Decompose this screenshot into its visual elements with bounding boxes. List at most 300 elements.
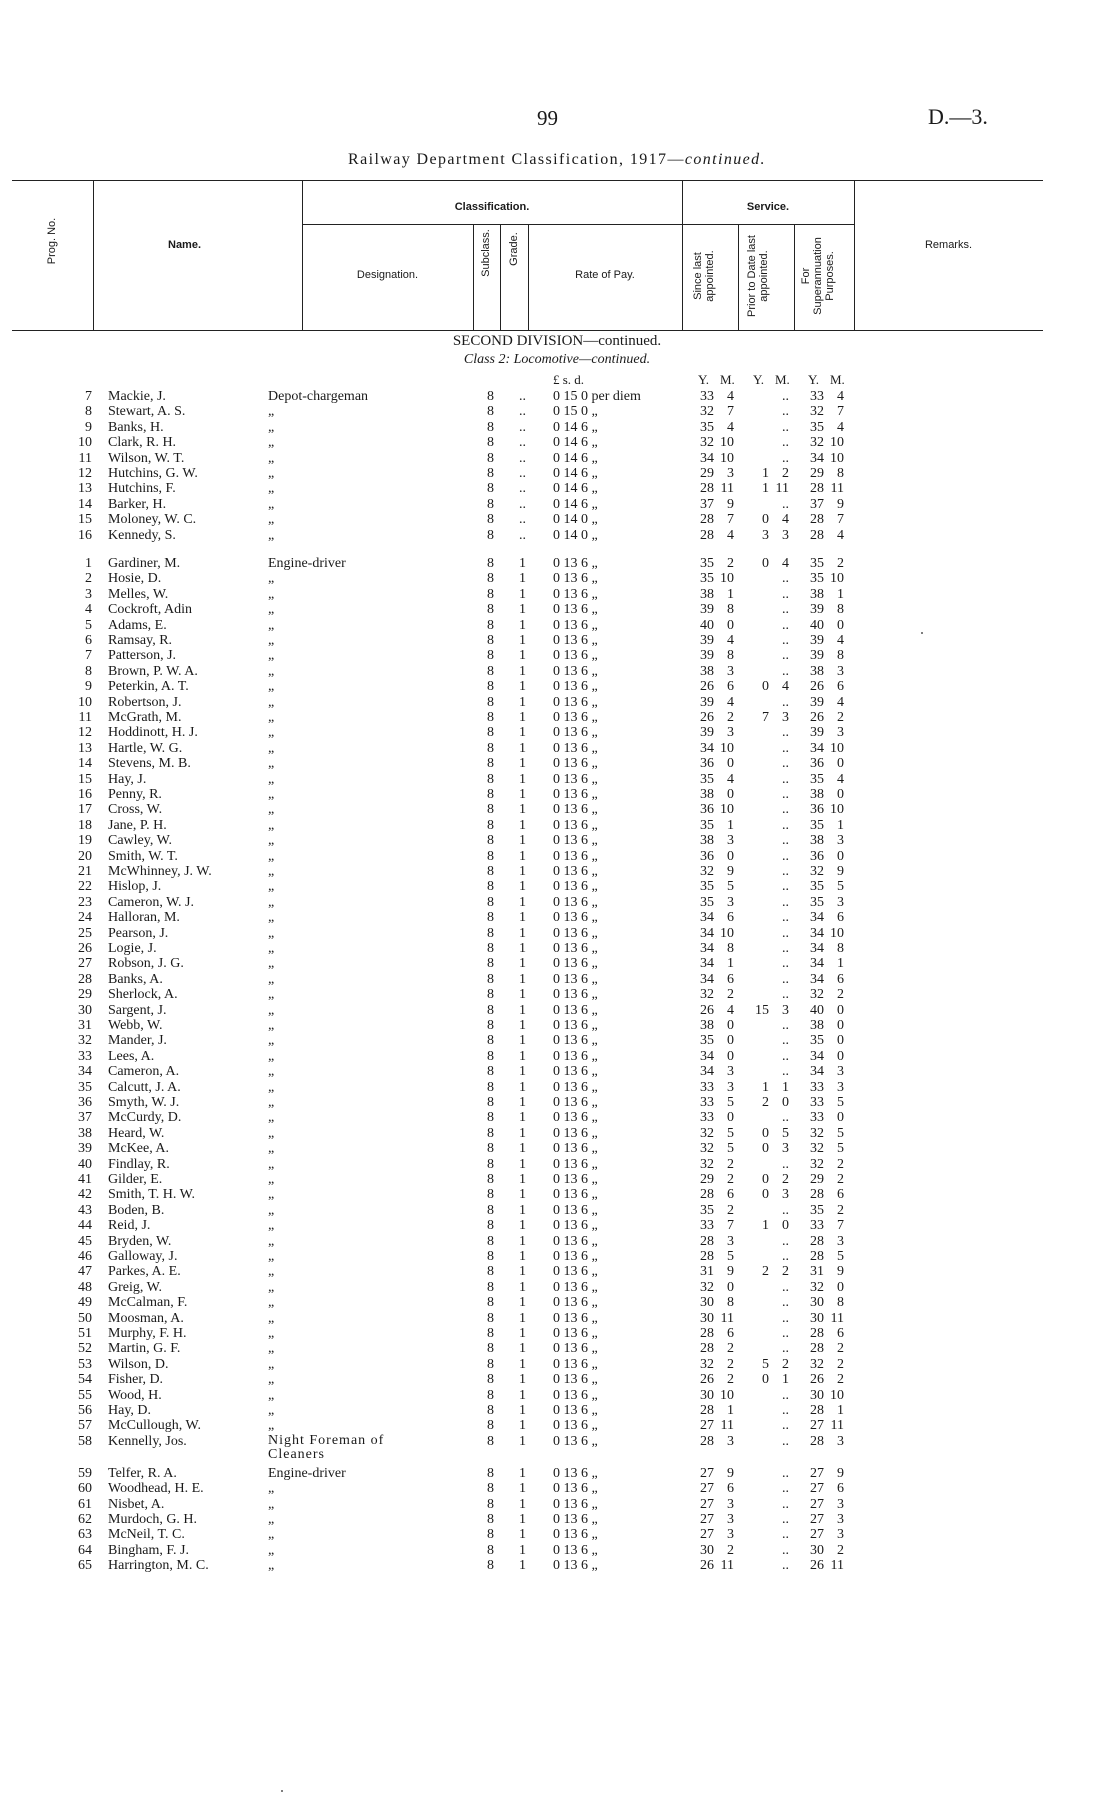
cell-super-years: 27 bbox=[810, 1512, 824, 1527]
cell-subclass: 8 bbox=[487, 512, 494, 528]
cell-grade: 1 bbox=[519, 848, 526, 864]
cell-since-months: 8 bbox=[727, 648, 734, 664]
cell-rate-of-pay: 0 13 6 „ bbox=[553, 987, 598, 1003]
cell-rate-of-pay: 0 13 6 „ bbox=[553, 787, 598, 802]
cell-subclass: 8 bbox=[487, 1481, 494, 1497]
cell-super-months: 5 bbox=[837, 1249, 844, 1264]
cell-since-years: 32 bbox=[700, 1356, 714, 1372]
cell-super-years: 32 bbox=[810, 987, 824, 1003]
cell-designation: „ bbox=[268, 1202, 275, 1218]
table-row bbox=[0, 725, 1114, 740]
cell-prior-months: .. bbox=[782, 586, 789, 602]
table-row bbox=[0, 879, 1114, 894]
cell-since-months: 4 bbox=[727, 694, 734, 710]
cell-prog-no: 65 bbox=[78, 1558, 92, 1574]
cell-prior-months: .. bbox=[782, 864, 789, 879]
cell-subclass: 8 bbox=[487, 450, 494, 466]
cell-name: Gardiner, M. bbox=[108, 556, 181, 571]
cell-subclass: 8 bbox=[487, 1512, 494, 1527]
cell-super-months: 0 bbox=[837, 787, 844, 802]
cell-since-years: 35 bbox=[700, 879, 714, 895]
cell-since-months: 3 bbox=[727, 1233, 734, 1249]
cell-since-years: 30 bbox=[700, 1310, 714, 1326]
cell-since-months: 0 bbox=[727, 1110, 734, 1126]
cell-prog-no: 55 bbox=[78, 1387, 92, 1403]
cell-designation: „ bbox=[268, 1403, 275, 1418]
cell-super-months: 2 bbox=[837, 1156, 844, 1172]
cell-prog-no: 20 bbox=[78, 848, 92, 864]
cell-grade: 1 bbox=[519, 1356, 526, 1372]
cell-grade: 1 bbox=[519, 602, 526, 618]
cell-designation: „ bbox=[268, 404, 275, 420]
cell-since-months: 0 bbox=[727, 1279, 734, 1295]
cell-name: McCurdy, D. bbox=[108, 1110, 182, 1126]
cell-subclass: 8 bbox=[487, 1341, 494, 1357]
cell-rate-of-pay: 0 13 6 „ bbox=[553, 1033, 598, 1049]
cell-since-months: 9 bbox=[727, 496, 734, 512]
cell-designation: „ bbox=[268, 971, 275, 987]
cell-prog-no: 19 bbox=[78, 833, 92, 849]
cell-super-years: 33 bbox=[810, 1079, 824, 1095]
cell-grade: 1 bbox=[519, 1481, 526, 1497]
cell-prior-months: .. bbox=[782, 1481, 789, 1497]
cell-super-years: 39 bbox=[810, 648, 824, 664]
cell-super-years: 31 bbox=[810, 1264, 824, 1280]
cell-grade: 1 bbox=[519, 864, 526, 879]
cell-subclass: 8 bbox=[487, 956, 494, 972]
cell-super-months: 10 bbox=[830, 802, 844, 818]
table-header bbox=[12, 180, 1043, 331]
since-year-unit: Y. bbox=[698, 372, 709, 387]
cell-subclass: 8 bbox=[487, 925, 494, 941]
cell-prior-months: .. bbox=[782, 848, 789, 864]
cell-designation: „ bbox=[268, 1218, 275, 1234]
cell-prior-months: .. bbox=[782, 1064, 789, 1080]
cell-subclass: 8 bbox=[487, 1433, 494, 1449]
cell-rate-of-pay: 0 13 6 „ bbox=[553, 910, 598, 926]
cell-prog-no: 22 bbox=[78, 879, 92, 895]
cell-since-years: 27 bbox=[700, 1481, 714, 1497]
cell-prior-months: .. bbox=[782, 971, 789, 987]
table-row bbox=[0, 1033, 1114, 1048]
cell-subclass: 8 bbox=[487, 1356, 494, 1372]
cell-designation: „ bbox=[268, 1187, 275, 1203]
cell-super-months: 0 bbox=[837, 1110, 844, 1126]
table-row bbox=[0, 1064, 1114, 1079]
cell-since-years: 34 bbox=[700, 740, 714, 756]
cell-prior-months: .. bbox=[782, 756, 789, 772]
page-title bbox=[0, 151, 1114, 169]
cell-designation: „ bbox=[268, 571, 275, 587]
cell-super-years: 27 bbox=[810, 1418, 824, 1434]
cell-subclass: 8 bbox=[487, 1403, 494, 1418]
cell-designation: „ bbox=[268, 450, 275, 466]
cell-subclass: 8 bbox=[487, 466, 494, 481]
table-row bbox=[0, 1249, 1114, 1264]
cell-super-months: 3 bbox=[837, 1512, 844, 1527]
cell-since-years: 38 bbox=[700, 586, 714, 602]
cell-rate-of-pay: 0 13 6 „ bbox=[553, 1295, 598, 1311]
cell-super-months: 2 bbox=[837, 1202, 844, 1218]
cell-super-years: 32 bbox=[810, 1279, 824, 1295]
cell-name: Stewart, A. S. bbox=[108, 404, 186, 420]
cell-rate-of-pay: 0 13 6 „ bbox=[553, 1326, 598, 1341]
cell-prior-years: 1 bbox=[762, 1079, 769, 1095]
cell-prior-years: 2 bbox=[762, 1095, 769, 1110]
cell-name: Martin, G. F. bbox=[108, 1341, 181, 1357]
cell-rate-of-pay: 0 13 6 „ bbox=[553, 1233, 598, 1249]
cell-since-months: 5 bbox=[727, 1141, 734, 1157]
cell-super-years: 27 bbox=[810, 1465, 824, 1481]
cell-prog-no: 6 bbox=[85, 633, 92, 648]
cell-name: Cawley, W. bbox=[108, 833, 173, 849]
cell-name: Banks, H. bbox=[108, 419, 164, 435]
cell-super-years: 30 bbox=[810, 1310, 824, 1326]
cell-since-months: 2 bbox=[727, 556, 734, 571]
title-main: Railway Department Classification, 1917— bbox=[348, 151, 685, 168]
table-row bbox=[0, 1466, 1114, 1481]
cell-since-months: 0 bbox=[727, 787, 734, 802]
cell-prior-years: 0 bbox=[762, 512, 769, 528]
cell-grade: 1 bbox=[519, 1125, 526, 1141]
cell-super-months: 3 bbox=[837, 1233, 844, 1249]
cell-grade: 1 bbox=[519, 833, 526, 849]
cell-rate-of-pay: 0 14 6 „ bbox=[553, 466, 598, 481]
cell-since-years: 40 bbox=[700, 617, 714, 633]
table-row bbox=[0, 910, 1114, 925]
cell-designation: „ bbox=[268, 787, 275, 802]
cell-rate-of-pay: 0 13 6 „ bbox=[553, 1095, 598, 1110]
cell-since-months: 11 bbox=[720, 1418, 734, 1434]
cell-since-years: 28 bbox=[700, 1403, 714, 1418]
cell-since-months: 7 bbox=[727, 404, 734, 420]
cell-prog-no: 23 bbox=[78, 894, 92, 910]
cell-rate-of-pay: 0 13 6 „ bbox=[553, 1279, 598, 1295]
cell-designation: „ bbox=[268, 1372, 275, 1388]
cell-rate-of-pay: 0 13 6 „ bbox=[553, 1403, 598, 1418]
table-row bbox=[0, 1264, 1114, 1279]
cell-since-months: 10 bbox=[720, 802, 734, 818]
cell-name: Heard, W. bbox=[108, 1125, 165, 1141]
cell-prog-no: 2 bbox=[85, 571, 92, 587]
cell-prog-no: 47 bbox=[78, 1264, 92, 1280]
cell-since-years: 34 bbox=[700, 1064, 714, 1080]
cell-grade: 1 bbox=[519, 1310, 526, 1326]
cell-super-months: 3 bbox=[837, 1079, 844, 1095]
cell-designation: „ bbox=[268, 679, 275, 695]
cell-since-years: 33 bbox=[700, 1218, 714, 1234]
cell-subclass: 8 bbox=[487, 971, 494, 987]
cell-super-months: 6 bbox=[837, 1481, 844, 1497]
cell-super-months: 3 bbox=[837, 833, 844, 849]
cell-super-years: 34 bbox=[810, 971, 824, 987]
cell-prior-years: 0 bbox=[762, 1372, 769, 1388]
cell-grade: 1 bbox=[519, 710, 526, 725]
cell-since-months: 3 bbox=[727, 1496, 734, 1512]
table-row bbox=[0, 1172, 1114, 1187]
cell-prior-months: 11 bbox=[775, 481, 789, 497]
cell-name: Barker, H. bbox=[108, 496, 167, 512]
cell-prog-no: 42 bbox=[78, 1187, 92, 1203]
cell-designation: „ bbox=[268, 1264, 275, 1280]
cell-super-months: 10 bbox=[830, 450, 844, 466]
cell-grade: .. bbox=[519, 466, 526, 481]
cell-grade: 1 bbox=[519, 802, 526, 818]
cell-since-years: 33 bbox=[700, 1110, 714, 1126]
table-row bbox=[0, 1558, 1114, 1573]
cell-designation: „ bbox=[268, 1418, 275, 1434]
table-row bbox=[0, 1203, 1114, 1218]
cell-since-months: 1 bbox=[727, 817, 734, 833]
cell-super-years: 33 bbox=[810, 1095, 824, 1110]
cell-super-months: 5 bbox=[837, 1125, 844, 1141]
cell-name: Halloran, M. bbox=[108, 910, 180, 926]
cell-since-months: 2 bbox=[727, 1341, 734, 1357]
cell-prior-years: 2 bbox=[762, 1264, 769, 1280]
cell-super-years: 38 bbox=[810, 586, 824, 602]
cell-prior-months: 0 bbox=[782, 1095, 789, 1110]
cell-subclass: 8 bbox=[487, 1418, 494, 1434]
cell-designation: „ bbox=[268, 435, 275, 451]
cell-grade: 1 bbox=[519, 1496, 526, 1512]
cell-designation: „ bbox=[268, 740, 275, 756]
cell-super-months: 10 bbox=[830, 1387, 844, 1403]
cell-subclass: 8 bbox=[487, 756, 494, 772]
cell-grade: 1 bbox=[519, 771, 526, 787]
cell-name: Parkes, A. E. bbox=[108, 1264, 181, 1280]
cell-super-years: 28 bbox=[810, 512, 824, 528]
cell-rate-of-pay: 0 13 6 „ bbox=[553, 1048, 598, 1064]
cell-rate-of-pay: 0 13 6 „ bbox=[553, 1079, 598, 1095]
cell-rate-of-pay: 0 13 6 „ bbox=[553, 848, 598, 864]
cell-prior-months: .. bbox=[782, 987, 789, 1003]
cell-subclass: 8 bbox=[487, 1279, 494, 1295]
cell-subclass: 8 bbox=[487, 633, 494, 648]
cell-prior-months: .. bbox=[782, 450, 789, 466]
cell-prior-months: 1 bbox=[782, 1372, 789, 1388]
cell-since-years: 36 bbox=[700, 756, 714, 772]
cell-subclass: 8 bbox=[487, 802, 494, 818]
cell-super-months: 5 bbox=[837, 1141, 844, 1157]
table-row bbox=[0, 404, 1114, 419]
cell-rate-of-pay: 0 13 6 „ bbox=[553, 1002, 598, 1018]
cell-since-months: 3 bbox=[727, 466, 734, 481]
cell-super-months: 0 bbox=[837, 1048, 844, 1064]
table-row bbox=[0, 1403, 1114, 1418]
cell-subclass: 8 bbox=[487, 864, 494, 879]
cell-super-years: 32 bbox=[810, 1125, 824, 1141]
table-row bbox=[0, 710, 1114, 725]
cell-prog-no: 45 bbox=[78, 1233, 92, 1249]
cell-since-months: 6 bbox=[727, 679, 734, 695]
cell-grade: 1 bbox=[519, 817, 526, 833]
cell-super-years: 37 bbox=[810, 496, 824, 512]
cell-prog-no: 8 bbox=[85, 663, 92, 679]
cell-super-years: 26 bbox=[810, 679, 824, 695]
cell-super-years: 29 bbox=[810, 466, 824, 481]
cell-prior-months: .. bbox=[782, 725, 789, 741]
cell-name: Melles, W. bbox=[108, 586, 169, 602]
table-row bbox=[0, 587, 1114, 602]
cell-rate-of-pay: 0 13 6 „ bbox=[553, 1156, 598, 1172]
cell-name: Smith, W. T. bbox=[108, 848, 178, 864]
cell-prior-years: 1 bbox=[762, 466, 769, 481]
table-row bbox=[0, 1126, 1114, 1141]
cell-since-years: 27 bbox=[700, 1496, 714, 1512]
cell-grade: 1 bbox=[519, 1341, 526, 1357]
cell-prior-months: 4 bbox=[782, 556, 789, 571]
cell-grade: .. bbox=[519, 527, 526, 543]
cell-name: Wood, H. bbox=[108, 1387, 162, 1403]
cell-subclass: 8 bbox=[487, 1218, 494, 1234]
cell-designation: „ bbox=[268, 1558, 275, 1574]
cell-prior-months: .. bbox=[782, 389, 789, 404]
cell-super-months: 4 bbox=[837, 527, 844, 543]
cell-rate-of-pay: 0 13 6 „ bbox=[553, 586, 598, 602]
cell-name: Banks, A. bbox=[108, 971, 163, 987]
table-row bbox=[0, 1234, 1114, 1249]
cell-name: Hay, J. bbox=[108, 771, 147, 787]
cell-subclass: 8 bbox=[487, 725, 494, 741]
cell-since-years: 34 bbox=[700, 941, 714, 956]
cell-prog-no: 4 bbox=[85, 602, 92, 618]
cell-name: Sherlock, A. bbox=[108, 987, 178, 1003]
cell-super-years: 26 bbox=[810, 1372, 824, 1388]
cell-super-months: 6 bbox=[837, 679, 844, 695]
cell-grade: 1 bbox=[519, 1326, 526, 1341]
cell-since-months: 4 bbox=[727, 633, 734, 648]
cell-since-years: 27 bbox=[700, 1512, 714, 1527]
cell-prog-no: 8 bbox=[85, 404, 92, 420]
table-row bbox=[0, 772, 1114, 787]
cell-prior-months: .. bbox=[782, 602, 789, 618]
cell-designation: „ bbox=[268, 1341, 275, 1357]
cell-super-months: 9 bbox=[837, 496, 844, 512]
cell-super-months: 10 bbox=[830, 571, 844, 587]
cell-grade: 1 bbox=[519, 1558, 526, 1574]
cell-since-years: 34 bbox=[700, 925, 714, 941]
cell-rate-of-pay: 0 13 6 „ bbox=[553, 1465, 598, 1481]
cell-since-months: 10 bbox=[720, 571, 734, 587]
cell-super-years: 33 bbox=[810, 1218, 824, 1234]
page-number: 99 bbox=[537, 106, 558, 130]
cell-super-months: 4 bbox=[837, 419, 844, 435]
cell-name: Peterkin, A. T. bbox=[108, 679, 189, 695]
cell-subclass: 8 bbox=[487, 586, 494, 602]
cell-since-months: 3 bbox=[727, 1433, 734, 1449]
cell-prog-no: 11 bbox=[78, 450, 92, 466]
cell-rate-of-pay: 0 13 6 „ bbox=[553, 1125, 598, 1141]
cell-grade: 1 bbox=[519, 571, 526, 587]
cell-super-months: 7 bbox=[837, 404, 844, 420]
cell-name: McKee, A. bbox=[108, 1141, 170, 1157]
cell-rate-of-pay: 0 14 6 „ bbox=[553, 481, 598, 497]
cell-prog-no: 50 bbox=[78, 1310, 92, 1326]
cell-subclass: 8 bbox=[487, 1033, 494, 1049]
cell-designation: „ bbox=[268, 1172, 275, 1187]
cell-super-years: 26 bbox=[810, 710, 824, 725]
cell-name: Lees, A. bbox=[108, 1048, 155, 1064]
cell-prog-no: 48 bbox=[78, 1279, 92, 1295]
cell-super-months: 4 bbox=[837, 633, 844, 648]
cell-since-years: 32 bbox=[700, 404, 714, 420]
cell-grade: 1 bbox=[519, 1527, 526, 1543]
cell-since-months: 1 bbox=[727, 586, 734, 602]
cell-grade: 1 bbox=[519, 1403, 526, 1418]
cell-prog-no: 7 bbox=[85, 648, 92, 664]
cell-grade: 1 bbox=[519, 971, 526, 987]
cell-subclass: 8 bbox=[487, 1079, 494, 1095]
cell-name: Wilson, D. bbox=[108, 1356, 169, 1372]
cell-super-months: 2 bbox=[837, 710, 844, 725]
cell-prior-years: 5 bbox=[762, 1356, 769, 1372]
cell-subclass: 8 bbox=[487, 389, 494, 404]
cell-subclass: 8 bbox=[487, 1542, 494, 1558]
cell-prior-months: .. bbox=[782, 1110, 789, 1126]
cell-grade: 1 bbox=[519, 956, 526, 972]
cell-name: Pearson, J. bbox=[108, 925, 169, 941]
cell-name: Cockroft, Adin bbox=[108, 602, 192, 618]
cell-rate-of-pay: 0 13 6 „ bbox=[553, 1387, 598, 1403]
cell-grade: 1 bbox=[519, 1033, 526, 1049]
cell-grade: 1 bbox=[519, 1172, 526, 1187]
cell-super-years: 35 bbox=[810, 1033, 824, 1049]
cell-subclass: 8 bbox=[487, 1372, 494, 1388]
cell-subclass: 8 bbox=[487, 648, 494, 664]
cell-name: Reid, J. bbox=[108, 1218, 151, 1234]
cell-designation: „ bbox=[268, 1141, 275, 1157]
cell-name: Mander, J. bbox=[108, 1033, 167, 1049]
cell-since-years: 26 bbox=[700, 1372, 714, 1388]
cell-since-years: 26 bbox=[700, 1002, 714, 1018]
cell-rate-of-pay: 0 13 6 „ bbox=[553, 1481, 598, 1497]
cell-since-years: 29 bbox=[700, 466, 714, 481]
cell-subclass: 8 bbox=[487, 879, 494, 895]
cell-designation: „ bbox=[268, 1125, 275, 1141]
cell-designation: „ bbox=[268, 725, 275, 741]
cell-since-months: 2 bbox=[727, 1542, 734, 1558]
cell-grade: 1 bbox=[519, 941, 526, 956]
cell-name: Murdoch, G. H. bbox=[108, 1512, 198, 1527]
cell-super-years: 38 bbox=[810, 833, 824, 849]
cell-rate-of-pay: 0 13 6 „ bbox=[553, 833, 598, 849]
cell-prog-no: 53 bbox=[78, 1356, 92, 1372]
cell-super-years: 34 bbox=[810, 450, 824, 466]
cell-rate-of-pay: 0 13 6 „ bbox=[553, 710, 598, 725]
cell-rate-of-pay: 0 13 6 „ bbox=[553, 725, 598, 741]
cell-prog-no: 1 bbox=[85, 556, 92, 571]
cell-super-months: 11 bbox=[830, 1418, 844, 1434]
cell-since-months: 2 bbox=[727, 987, 734, 1003]
cell-name: Bryden, W. bbox=[108, 1233, 172, 1249]
cell-prog-no: 56 bbox=[78, 1403, 92, 1418]
cell-designation: „ bbox=[268, 512, 275, 528]
cell-prior-months: .. bbox=[782, 1558, 789, 1574]
cell-rate-of-pay: 0 13 6 „ bbox=[553, 941, 598, 956]
cell-prior-months: .. bbox=[782, 694, 789, 710]
cell-prior-months: .. bbox=[782, 1295, 789, 1311]
cell-grade: 1 bbox=[519, 694, 526, 710]
cell-subclass: 8 bbox=[487, 694, 494, 710]
cell-super-years: 30 bbox=[810, 1542, 824, 1558]
cell-prior-months: .. bbox=[782, 1387, 789, 1403]
cell-designation: „ bbox=[268, 941, 275, 956]
cell-name: Galloway, J. bbox=[108, 1249, 178, 1264]
cell-rate-of-pay: 0 13 6 „ bbox=[553, 1218, 598, 1234]
cell-prior-months: 1 bbox=[782, 1079, 789, 1095]
cell-rate-of-pay: 0 13 6 „ bbox=[553, 1310, 598, 1326]
cell-subclass: 8 bbox=[487, 1002, 494, 1018]
